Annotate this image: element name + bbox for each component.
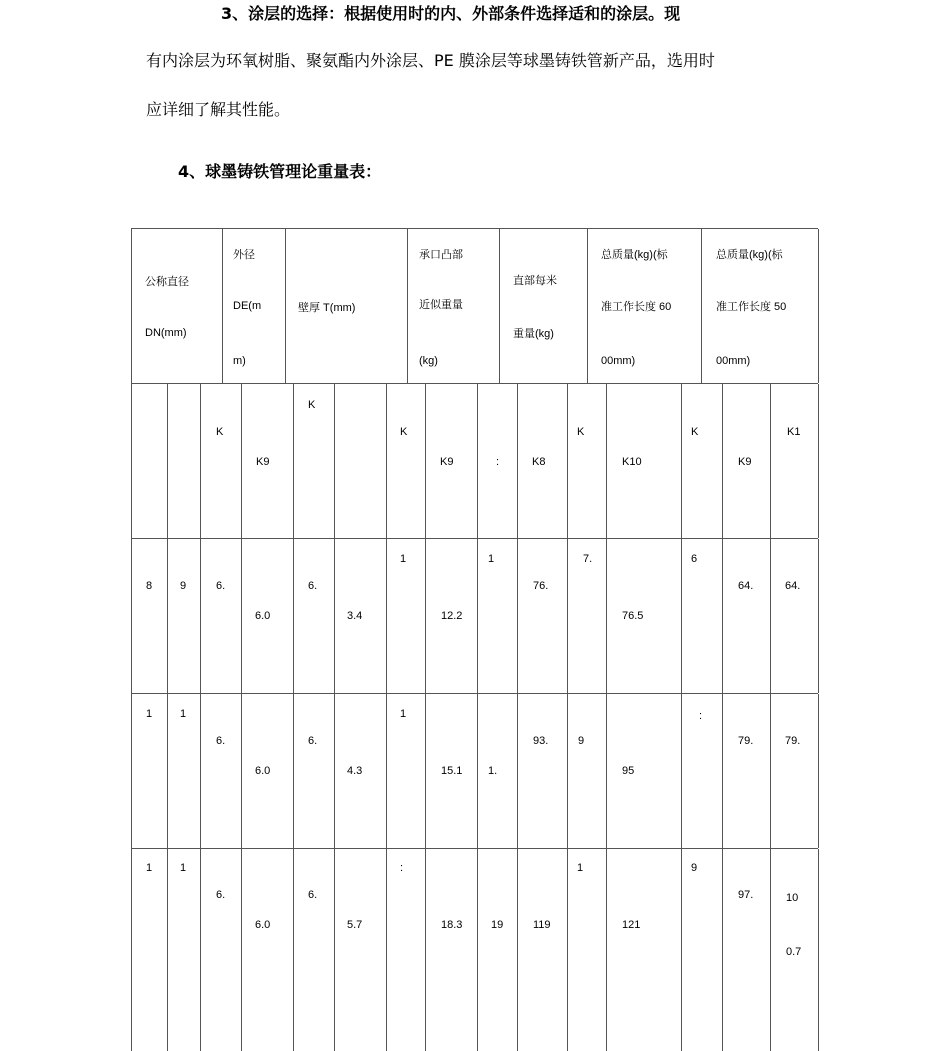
table-cell: 6.0 — [255, 919, 271, 931]
table-cell: 6. — [216, 735, 226, 747]
grade-cell: K — [308, 399, 316, 411]
table-cell: 76. — [533, 580, 549, 592]
grade-cell: K8 — [532, 456, 546, 468]
header-total-5000-line-2: 准工作长度 50 — [716, 301, 787, 313]
table-cell: 1. — [488, 765, 498, 777]
table-cell: 6 — [691, 553, 698, 565]
header-straight-line-2: 重量(kg) — [513, 328, 554, 340]
table-cell: 9 — [578, 735, 585, 747]
header-de-line-2: DE(m — [233, 300, 262, 312]
table-cell: 6.0 — [255, 765, 271, 777]
table-cell: 3.4 — [347, 610, 363, 622]
table-cell: 9 — [180, 580, 187, 592]
table-cell: 4.3 — [347, 765, 363, 777]
header-socket-line-3: (kg) — [419, 355, 438, 367]
table-cell: 8 — [146, 580, 153, 592]
paragraph-3-line-3: 应详细了解其性能。 — [146, 100, 291, 119]
table-cell: 1 — [488, 553, 495, 565]
table-cell: 7. — [583, 553, 593, 565]
header-de-line-3: m) — [233, 355, 246, 367]
table-cell: 6. — [308, 735, 318, 747]
table-cell: 93. — [533, 735, 549, 747]
paragraph-3-line-1: 3、涂层的选择：根据使用时的内、外部条件选择适和的涂层。现 — [221, 4, 681, 23]
table-grade-row — [132, 384, 818, 539]
table-cell: : — [400, 862, 404, 874]
grade-cell: K10 — [622, 456, 642, 468]
table-cell: 1 — [180, 862, 187, 874]
table-cell: 121 — [622, 919, 641, 931]
table-cell: 64. — [785, 580, 801, 592]
table-cell: 6. — [216, 889, 226, 901]
table-cell: 1 — [400, 708, 407, 720]
header-dn-line-2: DN(mm) — [145, 327, 187, 339]
table-cell: 6. — [216, 580, 226, 592]
header-total-6000-line-2: 准工作长度 60 — [601, 301, 672, 313]
table-cell: 119 — [533, 919, 551, 931]
table-cell: 76.5 — [622, 610, 644, 622]
header-straight-line-1: 直部每米 — [513, 275, 557, 287]
table-row — [132, 694, 818, 849]
table-cell: 1 — [400, 553, 407, 565]
header-socket-line-2: 近似重量 — [419, 299, 463, 311]
grade-cell: K — [577, 426, 585, 438]
grade-cell: K — [691, 426, 699, 438]
table-cell: 12.2 — [441, 610, 463, 622]
table-cell: 19 — [491, 919, 504, 931]
header-dn-line-1: 公称直径 — [145, 276, 189, 288]
table-row — [132, 849, 818, 1051]
header-total-5000-line-1: 总质量(kg)(标 — [716, 249, 783, 261]
header-wall-thickness: 壁厚 T(mm) — [298, 302, 356, 314]
table-cell: 79. — [785, 735, 801, 747]
table-cell: 0.7 — [786, 946, 802, 958]
table-header-row — [132, 229, 818, 384]
grade-cell: : — [496, 456, 500, 468]
table-cell: 18.3 — [441, 919, 463, 931]
table-cell: 6. — [308, 889, 318, 901]
table-cell: 1 — [146, 862, 153, 874]
table-cell: 15.1 — [441, 765, 463, 777]
table-cell: 1 — [180, 708, 187, 720]
table-cell: 64. — [738, 580, 754, 592]
grade-cell: K9 — [738, 456, 752, 468]
paragraph-3-line-2: 有内涂层为环氧树脂、聚氨酯内外涂层、PE 膜涂层等球墨铸铁管新产品，选用时 — [146, 51, 715, 70]
table-cell: 9 — [691, 862, 698, 874]
table-cell: 95 — [622, 765, 635, 777]
table-cell: 97. — [738, 889, 754, 901]
table-cell: 6.0 — [255, 610, 271, 622]
header-de-line-1: 外径 — [233, 249, 255, 261]
table-cell: 5.7 — [347, 919, 363, 931]
table-cell: 79. — [738, 735, 754, 747]
table-cell: : — [699, 710, 703, 722]
grade-cell: K1 — [787, 426, 801, 438]
grade-cell: K9 — [256, 456, 270, 468]
header-socket-line-1: 承口凸部 — [419, 249, 463, 261]
grade-cell: K — [216, 426, 224, 438]
table-cell: 1 — [146, 708, 153, 720]
table-cell: 1 — [577, 862, 584, 874]
table-cell: 6. — [308, 580, 318, 592]
section-4-title: 4、球墨铸铁管理论重量表： — [178, 162, 382, 181]
header-total-6000-line-3: 00mm) — [601, 355, 636, 367]
weight-table — [131, 228, 818, 1051]
header-total-6000-line-1: 总质量(kg)(标 — [601, 249, 668, 261]
table-cell: 10 — [786, 892, 799, 904]
grade-cell: K9 — [440, 456, 454, 468]
grade-cell: K — [400, 426, 408, 438]
header-total-5000-line-3: 00mm) — [716, 355, 751, 367]
table-row — [132, 539, 818, 694]
